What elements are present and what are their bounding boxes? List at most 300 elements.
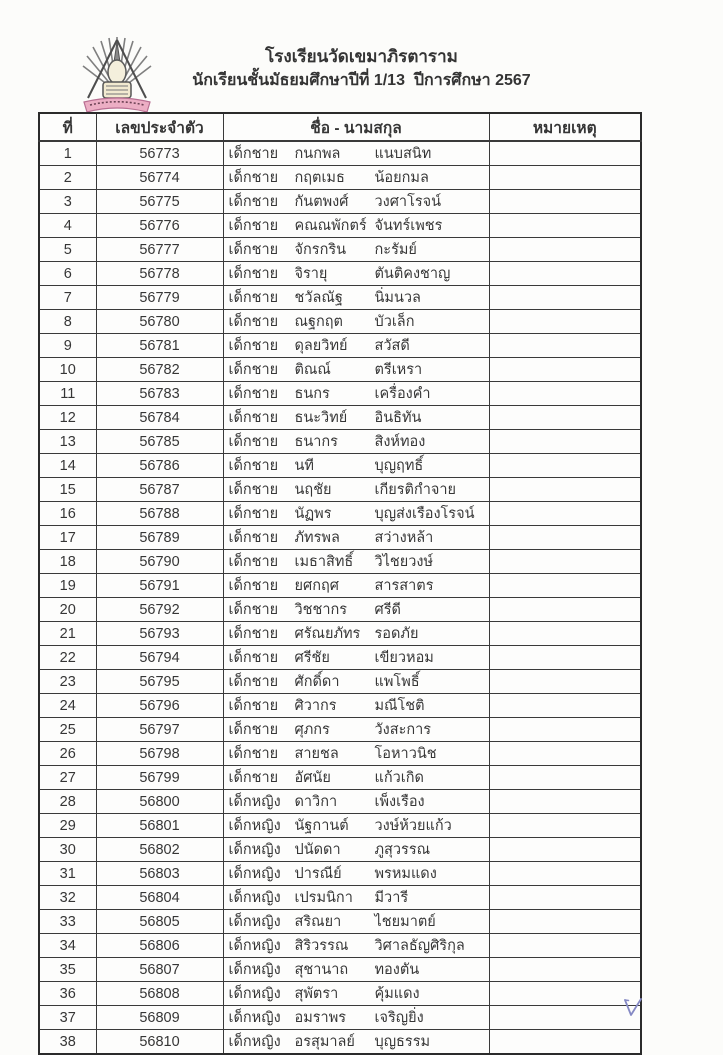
row-number: 6 — [39, 262, 96, 286]
student-name — [223, 454, 489, 478]
student-name — [223, 1006, 489, 1030]
last-name: สิงห์ทอง — [374, 434, 426, 450]
header-name: ชื่อ - นามสกุล — [223, 113, 489, 141]
name-prefix: เด็กชาย — [228, 650, 279, 666]
last-name: วงศาโรจน์ — [374, 194, 442, 210]
name-prefix: เด็กหญิง — [228, 890, 281, 906]
row-number: 31 — [39, 862, 96, 886]
name-prefix: เด็กชาย — [228, 674, 279, 690]
last-name: วังสะการ — [374, 722, 432, 738]
name-prefix: เด็กชาย — [228, 386, 279, 402]
first-name: ธนากร — [294, 434, 338, 450]
table-row — [39, 814, 641, 838]
remark-cell — [489, 526, 641, 550]
student-name — [223, 694, 489, 718]
last-name: บุญฤทธิ์ — [374, 458, 424, 474]
student-name — [223, 550, 489, 574]
table-row — [39, 646, 641, 670]
last-name: อินธิทัน — [374, 410, 422, 426]
last-name: บัวเล็ก — [374, 314, 415, 330]
check-mark-annotation — [622, 997, 644, 1019]
last-name: บุญส่งเรืองโรจน์ — [374, 506, 475, 522]
table-row — [39, 838, 641, 862]
table-row — [39, 358, 641, 382]
row-number: 16 — [39, 502, 96, 526]
row-number: 14 — [39, 454, 96, 478]
student-name — [223, 982, 489, 1006]
student-name — [223, 526, 489, 550]
row-number: 1 — [39, 141, 96, 166]
remark-cell — [489, 598, 641, 622]
remark-cell — [489, 262, 641, 286]
row-number: 36 — [39, 982, 96, 1006]
student-id: 56798 — [96, 742, 223, 766]
first-name: กฤตเมธ — [294, 170, 345, 186]
first-name: ศรีชัย — [294, 650, 330, 666]
remark-cell — [489, 1030, 641, 1055]
remark-cell — [489, 694, 641, 718]
name-prefix: เด็กชาย — [228, 626, 279, 642]
student-name — [223, 622, 489, 646]
student-name — [223, 262, 489, 286]
first-name: ปนัดดา — [294, 842, 341, 858]
student-id: 56786 — [96, 454, 223, 478]
student-id: 56810 — [96, 1030, 223, 1055]
name-prefix: เด็กชาย — [228, 602, 279, 618]
student-id: 56795 — [96, 670, 223, 694]
row-number: 15 — [39, 478, 96, 502]
row-number: 38 — [39, 1030, 96, 1055]
last-name: เกียรติกำจาย — [374, 482, 456, 498]
name-prefix: เด็กชาย — [228, 722, 279, 738]
row-number: 34 — [39, 934, 96, 958]
student-id: 56774 — [96, 166, 223, 190]
table-row — [39, 742, 641, 766]
row-number: 17 — [39, 526, 96, 550]
first-name: กนกพล — [294, 146, 341, 162]
first-name: จักรกริน — [294, 242, 347, 258]
last-name: เพ็งเรือง — [374, 794, 425, 810]
remark-cell — [489, 646, 641, 670]
name-prefix: เด็กชาย — [228, 698, 279, 714]
first-name: สายชล — [294, 746, 339, 762]
last-name: จันทร์เพชร — [374, 218, 443, 234]
row-number: 32 — [39, 886, 96, 910]
name-prefix: เด็กชาย — [228, 314, 279, 330]
first-name: อมราพร — [294, 1010, 347, 1026]
student-id: 56799 — [96, 766, 223, 790]
name-prefix: เด็กหญิง — [228, 962, 281, 978]
student-id: 56793 — [96, 622, 223, 646]
remark-cell — [489, 622, 641, 646]
first-name: นฤชัย — [294, 482, 332, 498]
table-row — [39, 286, 641, 310]
remark-cell — [489, 454, 641, 478]
table-row — [39, 190, 641, 214]
table-row — [39, 214, 641, 238]
student-id: 56789 — [96, 526, 223, 550]
name-prefix: เด็กชาย — [228, 194, 279, 210]
student-id: 56780 — [96, 310, 223, 334]
first-name: สุชานาถ — [294, 962, 349, 978]
name-prefix: เด็กชาย — [228, 242, 279, 258]
student-name — [223, 718, 489, 742]
student-name — [223, 382, 489, 406]
remark-cell — [489, 238, 641, 262]
table-row — [39, 382, 641, 406]
name-prefix: เด็กหญิง — [228, 938, 281, 954]
row-number: 23 — [39, 670, 96, 694]
student-name — [223, 334, 489, 358]
first-name: เมธาสิทธิ์ — [294, 554, 354, 570]
first-name: คณณพักตร์ — [294, 218, 367, 234]
remark-cell — [489, 742, 641, 766]
row-number: 27 — [39, 766, 96, 790]
last-name: สว่างหล้า — [374, 530, 434, 546]
student-id: 56783 — [96, 382, 223, 406]
remark-cell — [489, 958, 641, 982]
table-row — [39, 526, 641, 550]
first-name: ศรัณยภัทร — [294, 626, 361, 642]
first-name: อัศนัย — [294, 770, 331, 786]
name-prefix: เด็กหญิง — [228, 914, 281, 930]
name-prefix: เด็กชาย — [228, 458, 279, 474]
row-number: 28 — [39, 790, 96, 814]
first-name: สุพัตรา — [294, 986, 339, 1002]
student-name — [223, 141, 489, 166]
remark-cell — [489, 358, 641, 382]
student-id: 56794 — [96, 646, 223, 670]
table-row — [39, 958, 641, 982]
student-name — [223, 862, 489, 886]
remark-cell — [489, 766, 641, 790]
remark-cell — [489, 838, 641, 862]
student-id: 56781 — [96, 334, 223, 358]
row-number: 18 — [39, 550, 96, 574]
row-number: 20 — [39, 598, 96, 622]
student-name — [223, 190, 489, 214]
student-name — [223, 814, 489, 838]
last-name: ตรีเหรา — [374, 362, 423, 378]
student-id: 56808 — [96, 982, 223, 1006]
student-name — [223, 430, 489, 454]
header-student-id: เลขประจำตัว — [96, 113, 223, 141]
name-prefix: เด็กชาย — [228, 266, 279, 282]
row-number: 22 — [39, 646, 96, 670]
table-row — [39, 790, 641, 814]
row-number: 5 — [39, 238, 96, 262]
student-name — [223, 646, 489, 670]
table-row — [39, 766, 641, 790]
last-name: ทองตัน — [374, 962, 420, 978]
first-name: ณฐกฤต — [294, 314, 343, 330]
remark-cell — [489, 430, 641, 454]
remark-cell — [489, 862, 641, 886]
table-header-row — [39, 113, 641, 141]
table-row — [39, 478, 641, 502]
student-name — [223, 214, 489, 238]
row-number: 9 — [39, 334, 96, 358]
remark-cell — [489, 790, 641, 814]
table-row — [39, 694, 641, 718]
first-name: ดาวิกา — [294, 794, 338, 810]
name-prefix: เด็กชาย — [228, 338, 279, 354]
student-id: 56778 — [96, 262, 223, 286]
student-id: 56787 — [96, 478, 223, 502]
first-name: นที — [294, 458, 314, 474]
header-remark: หมายเหตุ — [489, 113, 641, 141]
first-name: ศุภกร — [294, 722, 330, 738]
student-name — [223, 238, 489, 262]
table-row — [39, 862, 641, 886]
student-name — [223, 1030, 489, 1055]
last-name: เครื่องคำ — [374, 386, 431, 402]
first-name: ปารณีย์ — [294, 866, 342, 882]
remark-cell — [489, 814, 641, 838]
table-row — [39, 934, 641, 958]
remark-cell — [489, 886, 641, 910]
name-prefix: เด็กชาย — [228, 554, 279, 570]
last-name: คุ้มแดง — [374, 986, 420, 1002]
student-name — [223, 934, 489, 958]
first-name: ภัทรพล — [294, 530, 340, 546]
student-name — [223, 598, 489, 622]
name-prefix: เด็กชาย — [228, 218, 279, 234]
first-name: จิรายุ — [294, 266, 328, 282]
student-id: 56788 — [96, 502, 223, 526]
name-prefix: เด็กชาย — [228, 578, 279, 594]
last-name: แพโพธิ์ — [374, 674, 420, 690]
first-name: สริณยา — [294, 914, 342, 930]
first-name: วิชชากร — [294, 602, 348, 618]
table-row — [39, 1006, 641, 1030]
student-id: 56796 — [96, 694, 223, 718]
last-name: นิ่มนวล — [374, 290, 421, 306]
first-name: ยศกฤศ — [294, 578, 339, 594]
remark-cell — [489, 478, 641, 502]
row-number: 37 — [39, 1006, 96, 1030]
remark-cell — [489, 574, 641, 598]
student-name — [223, 166, 489, 190]
first-name: ศิวากร — [294, 698, 337, 714]
remark-cell — [489, 982, 641, 1006]
student-id: 56776 — [96, 214, 223, 238]
row-number: 19 — [39, 574, 96, 598]
remark-cell — [489, 406, 641, 430]
table-row — [39, 598, 641, 622]
table-row — [39, 166, 641, 190]
row-number: 13 — [39, 430, 96, 454]
student-name — [223, 670, 489, 694]
remark-cell — [489, 718, 641, 742]
student-name — [223, 958, 489, 982]
table-row — [39, 262, 641, 286]
crest-ribbon — [84, 98, 150, 112]
table-row — [39, 406, 641, 430]
name-prefix: เด็กหญิง — [228, 986, 281, 1002]
last-name: สวัสดี — [374, 338, 410, 354]
last-name: เขียวหอม — [374, 650, 434, 666]
table-row — [39, 718, 641, 742]
name-prefix: เด็กชาย — [228, 482, 279, 498]
last-name: น้อยกมล — [374, 170, 429, 186]
last-name: วิไชยวงษ์ — [374, 554, 434, 570]
name-prefix: เด็กหญิง — [228, 794, 281, 810]
row-number: 29 — [39, 814, 96, 838]
table-row — [39, 574, 641, 598]
remark-cell — [489, 502, 641, 526]
table-row — [39, 141, 641, 166]
first-name: ติณณ์ — [294, 362, 331, 378]
remark-cell — [489, 382, 641, 406]
last-name: พรหมแดง — [374, 866, 437, 882]
student-name — [223, 502, 489, 526]
remark-cell — [489, 934, 641, 958]
student-id: 56801 — [96, 814, 223, 838]
first-name: ดุลยวิทย์ — [294, 338, 348, 354]
last-name: ศรีดี — [374, 602, 401, 618]
student-id: 56792 — [96, 598, 223, 622]
table-row — [39, 982, 641, 1006]
student-id: 56806 — [96, 934, 223, 958]
remark-cell — [489, 1006, 641, 1030]
class-year-subtitle: นักเรียนชั้นมัธยมศึกษาปีที่ 1/13 ปีการศึกษา 2567 — [192, 72, 531, 89]
remark-cell — [489, 670, 641, 694]
table-row — [39, 454, 641, 478]
student-id: 56805 — [96, 910, 223, 934]
name-prefix: เด็กชาย — [228, 506, 279, 522]
last-name: แนบสนิท — [374, 146, 432, 162]
student-name — [223, 310, 489, 334]
remark-cell — [489, 166, 641, 190]
table-row — [39, 502, 641, 526]
student-table-body — [39, 141, 641, 1054]
student-id: 56804 — [96, 886, 223, 910]
name-prefix: เด็กชาย — [228, 290, 279, 306]
first-name: กันตพงศ์ — [294, 194, 349, 210]
table-row — [39, 910, 641, 934]
table-row — [39, 334, 641, 358]
document-header — [0, 44, 723, 93]
name-prefix: เด็กชาย — [228, 362, 279, 378]
name-prefix: เด็กชาย — [228, 146, 279, 162]
student-id: 56802 — [96, 838, 223, 862]
row-number: 11 — [39, 382, 96, 406]
row-number: 7 — [39, 286, 96, 310]
last-name: ตันติคงชาญ — [374, 266, 451, 282]
student-id: 56779 — [96, 286, 223, 310]
row-number: 24 — [39, 694, 96, 718]
table-row — [39, 430, 641, 454]
row-number: 12 — [39, 406, 96, 430]
last-name: เจริญยิ่ง — [374, 1010, 424, 1026]
name-prefix: เด็กชาย — [228, 530, 279, 546]
last-name: ไชยมาตย์ — [374, 914, 436, 930]
name-prefix: เด็กชาย — [228, 770, 279, 786]
table-row — [39, 1030, 641, 1055]
last-name: วิศาลธัญศิริกุล — [374, 938, 465, 954]
remark-cell — [489, 141, 641, 166]
name-prefix: เด็กชาย — [228, 434, 279, 450]
remark-cell — [489, 310, 641, 334]
name-prefix: เด็กหญิง — [228, 842, 281, 858]
table-row — [39, 238, 641, 262]
last-name: สารสาตร — [374, 578, 434, 594]
first-name: นัฏพร — [294, 506, 332, 522]
remark-cell — [489, 550, 641, 574]
last-name: กะรัมย์ — [374, 242, 417, 258]
student-name — [223, 358, 489, 382]
student-id: 56807 — [96, 958, 223, 982]
student-roster-table — [38, 112, 642, 1055]
student-name — [223, 886, 489, 910]
student-name — [223, 574, 489, 598]
student-name — [223, 790, 489, 814]
last-name: แก้วเกิด — [374, 770, 424, 786]
student-id: 56785 — [96, 430, 223, 454]
last-name: รอดภัย — [374, 626, 419, 642]
row-number: 35 — [39, 958, 96, 982]
student-name — [223, 838, 489, 862]
student-name — [223, 478, 489, 502]
name-prefix: เด็กชาย — [228, 410, 279, 426]
student-name — [223, 742, 489, 766]
row-number: 25 — [39, 718, 96, 742]
student-name — [223, 406, 489, 430]
table-row — [39, 622, 641, 646]
row-number: 10 — [39, 358, 96, 382]
first-name: ธนกร — [294, 386, 330, 402]
student-id: 56784 — [96, 406, 223, 430]
first-name: นัฐกานต์ — [294, 818, 349, 834]
last-name: มีวารี — [374, 890, 409, 906]
last-name: บุญธรรม — [374, 1034, 431, 1050]
remark-cell — [489, 190, 641, 214]
student-id: 56790 — [96, 550, 223, 574]
name-prefix: เด็กชาย — [228, 746, 279, 762]
last-name: ภูสุวรรณ — [374, 842, 431, 858]
name-prefix: เด็กชาย — [228, 170, 279, 186]
last-name: วงษ์ห้วยแก้ว — [374, 818, 452, 834]
row-number: 8 — [39, 310, 96, 334]
remark-cell — [489, 334, 641, 358]
first-name: อรสุมาลย์ — [294, 1034, 355, 1050]
student-id: 56782 — [96, 358, 223, 382]
table-row — [39, 670, 641, 694]
first-name: เปรมนิกา — [294, 890, 353, 906]
name-prefix: เด็กหญิง — [228, 1034, 281, 1050]
table-row — [39, 886, 641, 910]
student-id: 56809 — [96, 1006, 223, 1030]
row-number: 2 — [39, 166, 96, 190]
last-name: โอหาวนิช — [374, 746, 437, 762]
row-number: 30 — [39, 838, 96, 862]
student-id: 56791 — [96, 574, 223, 598]
student-id: 56777 — [96, 238, 223, 262]
school-name-title: โรงเรียนวัดเขมาภิรตาราม — [265, 47, 458, 66]
student-id: 56773 — [96, 141, 223, 166]
first-name: สิริวรรณ — [294, 938, 349, 954]
row-number: 21 — [39, 622, 96, 646]
student-id: 56803 — [96, 862, 223, 886]
first-name: ชวัลณัฐ — [294, 290, 343, 306]
student-id: 56775 — [96, 190, 223, 214]
student-name — [223, 910, 489, 934]
row-number: 4 — [39, 214, 96, 238]
student-name — [223, 766, 489, 790]
table-row — [39, 310, 641, 334]
last-name: มณีโชติ — [374, 698, 425, 714]
